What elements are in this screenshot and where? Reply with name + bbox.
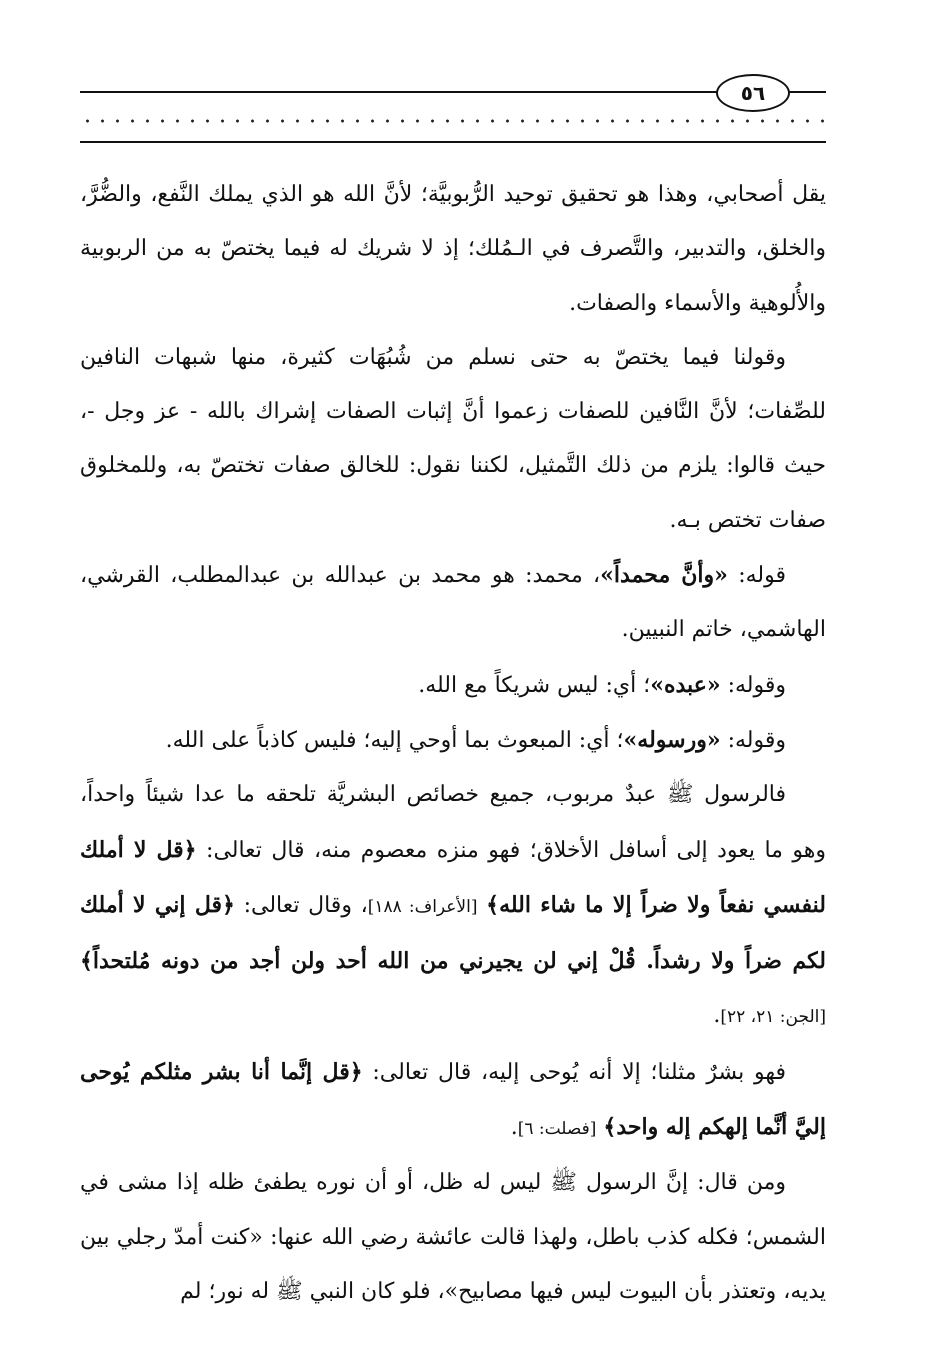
header-dotted-line	[80, 118, 826, 124]
text-run: ؛ أي: ليس شريكاً مع الله.	[418, 672, 651, 698]
quoted-text: ﴿قل لا أملك لنفسي نفعاً ولا ضراً إلا ما شاء الله﴾	[80, 836, 826, 918]
text-run: يقل أصحابي، وهذا هو تحقيق توحيد الرُّبوبيَّة؛ لأنَّ الله هو الذي يملك النَّفع، والضُّرَّ، والخلق، والتدبير، والتَّصرف في الـمُلك؛ إذ لا شريك له فيما يختصّ به من الربوبية والأُلوهية والأسماء والصفات.	[80, 182, 826, 316]
header-bottom-rule	[80, 141, 826, 143]
text-run: ومن قال: إنَّ الرسول ﷺ ليس له ظل، أو أن نوره يطفئ ظله إذا مشى في الشمس؛ فكله كذب باطل، ولهذا قالت عائشة رضي الله عنها: «كنت أمدّ رجلي بين يديه، وتعتذر بأن البيوت ليس فيها مصابيح»، فلو كان النبي ﷺ له نور؛ لم	[80, 1170, 826, 1304]
paragraph	[80, 658, 826, 713]
text-run: وقوله:	[720, 672, 786, 698]
page-number: ٥٦	[716, 74, 790, 112]
verse-reference: [فصلت: ٦]	[517, 1119, 597, 1140]
text-run: وقوله:	[720, 727, 786, 753]
text-run: فالرسول ﷺ عبدٌ مربوب، جميع خصائص البشريَّة تلحقه ما عدا شيئاً واحداً، وهو ما يعود إلى أسافل الأخلاق؛ فهو منزه معصوم منه، قال تعالى:	[80, 782, 826, 863]
text-run: فهو بشرٌ مثلنا؛ إلا أنه يُوحى إليه، قال تعالى:	[362, 1059, 786, 1085]
paragraph	[80, 1045, 826, 1157]
text-run: ، محمد: هو محمد بن عبدالله بن عبدالمطلب، القرشي، الهاشمي، خاتم النبيين.	[80, 563, 826, 643]
quoted-text: ﴿قل إني لا أملك لكم ضراً ولا رشداً. قُلْ إني لن يجيرني من الله أحد ولن أجد من دونه مُلتحداً﴾	[80, 891, 826, 975]
text-run: قوله:	[727, 563, 786, 589]
paragraph	[80, 768, 826, 1044]
paragraph	[80, 168, 826, 331]
header-top-rule	[80, 91, 826, 93]
quoted-text: ﴿قل إنَّما أنا بشر مثلكم يُوحى إليَّ أنَّما إلهكم إله واحد﴾	[80, 1058, 826, 1141]
paragraph	[80, 1156, 826, 1319]
verse-reference: [الجن: ٢١، ٢٢]	[720, 1007, 826, 1028]
page-header	[80, 68, 826, 148]
text-run: وقولنا فيما يختصّ به حتى نسلم من شُبُهَات كثيرة، منها شبهات النافين للصِّفات؛ لأنَّ النَّافين للصفات زعموا أنَّ إثبات الصفات إشراك بالله - عز وجل -، حيث قالوا: يلزم من ذلك التَّمثيل، لكننا نقول: للخالق صفات تختصّ به، وللمخلوق صفات تختص بـه.	[80, 344, 826, 533]
quoted-text: «ورسوله»	[623, 726, 721, 753]
quoted-text: «عبده»	[650, 671, 721, 698]
text-run: ؛ أي: المبعوث بما أوحي إليه؛ فليس كاذباً على الله.	[165, 727, 624, 753]
paragraph	[80, 548, 826, 658]
paragraph	[80, 331, 826, 548]
quoted-text: «وأنَّ محمداً»	[600, 562, 728, 589]
text-run	[478, 893, 487, 918]
paragraph	[80, 713, 826, 768]
text-run: .	[510, 1115, 518, 1141]
text-run: ، وقال تعالى:	[234, 892, 368, 918]
page-body	[80, 168, 826, 1319]
verse-reference: [الأعراف: ١٨٨]	[367, 896, 478, 917]
text-run: .	[713, 1003, 721, 1029]
